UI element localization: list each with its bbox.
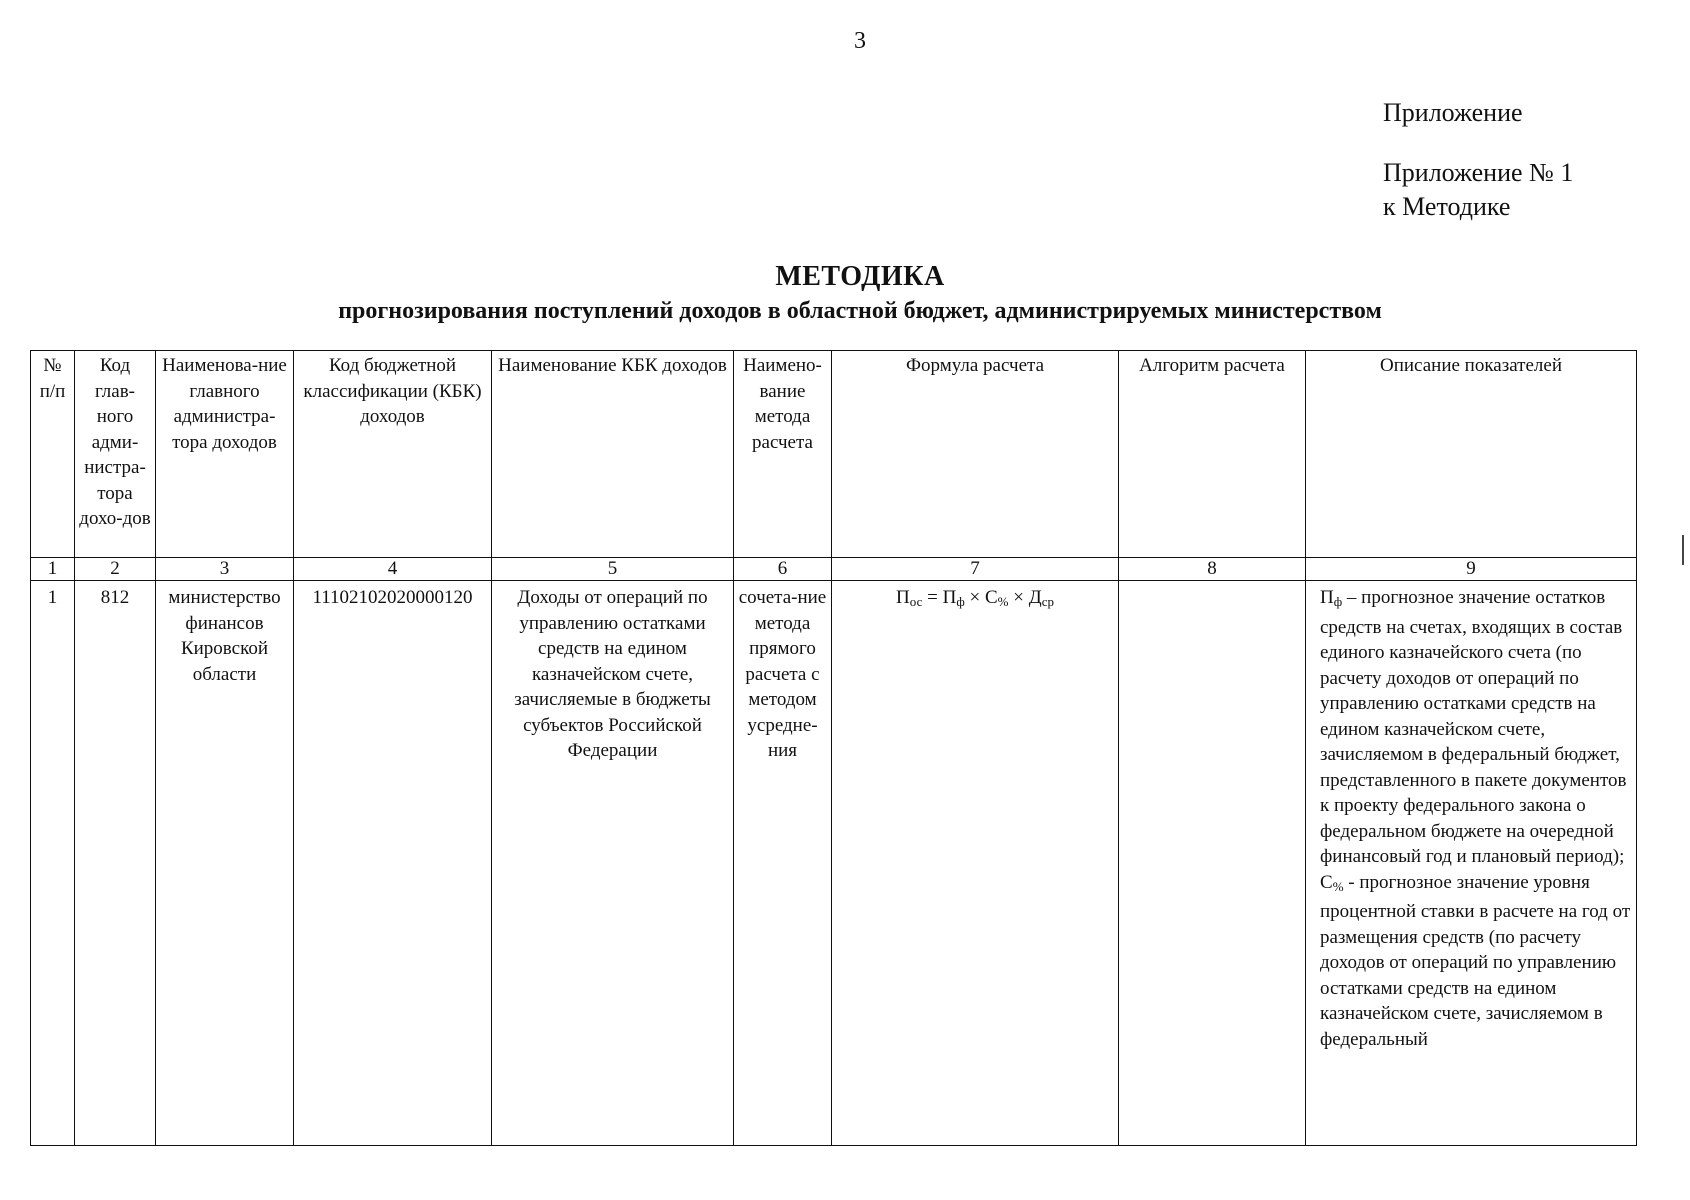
title-subtitle: прогнозирования поступлений доходов в областной бюджет, администрируемых министерством — [338, 298, 1382, 324]
header-kbk-name: Наименование КБК доходов — [492, 351, 734, 558]
row-kbk-code: 11102102020000120 — [294, 581, 492, 1146]
header-num: № п/п — [31, 351, 75, 558]
column-number: 2 — [75, 558, 156, 581]
desc-p2-symbol: С — [1320, 871, 1333, 893]
methodology-table — [30, 350, 1637, 1146]
appendix-reference: к Методике — [1383, 192, 1511, 221]
desc-p1-text: – прогнозное значение остатков средств на счетах, входящих в состав единого казначейского счета (по расчету доходов от операций по управлению остатками средств на едином казначейском счете, зачисляемом в федеральный бюджет, представленного в пакете документов к проекту федерального закона о федеральном бюджете на очередной финансовый год и плановый период); — [1320, 587, 1627, 867]
column-number: 3 — [156, 558, 294, 581]
row-kbk-name: Доходы от операций по управлению остатками средств на едином казначейском счете, зачисляемые в бюджеты субъектов Российской Федерации — [492, 581, 734, 1146]
formula-lhs-subscript: ос — [909, 594, 923, 609]
table-row — [31, 581, 1637, 1146]
page-number: 3 — [854, 28, 866, 54]
header-description: Описание показателей — [1306, 351, 1637, 558]
header-method: Наимено-вание метода расчета — [734, 351, 832, 558]
row-description — [1306, 581, 1637, 1146]
appendix-label: Приложение — [1383, 98, 1523, 127]
column-number-row — [31, 558, 1637, 581]
column-number: 5 — [492, 558, 734, 581]
column-number: 9 — [1306, 558, 1637, 581]
column-number: 1 — [31, 558, 75, 581]
row-num: 1 — [31, 581, 75, 1146]
formula-term-b: С — [984, 587, 998, 608]
scan-edge-mark — [1682, 535, 1690, 565]
formula-term-a: П — [942, 587, 957, 608]
formula-times: × — [964, 587, 985, 608]
column-number: 6 — [734, 558, 832, 581]
formula-term-c-subscript: ср — [1041, 594, 1054, 609]
header-algorithm: Алгоритм расчета — [1119, 351, 1306, 558]
row-admin-code: 812 — [75, 581, 156, 1146]
desc-p2-text: - прогнозное значение уровня процентной ставки в расчете на год от размещения средств (по расчету доходов от операций по управлению остатками средств на едином казначейском счете, зачисляемом в федеральный — [1320, 871, 1631, 1050]
formula-lhs: П — [896, 587, 910, 608]
formula-term-b-subscript: % — [997, 594, 1009, 609]
formula-expression — [896, 587, 1054, 608]
column-number: 8 — [1119, 558, 1306, 581]
formula-equals: = — [922, 587, 943, 608]
desc-p2-subscript: % — [1332, 878, 1344, 894]
table-header-row — [31, 351, 1637, 558]
formula-times: × — [1008, 587, 1029, 608]
appendix-number: Приложение № 1 — [1383, 158, 1574, 187]
formula-term-a-subscript: ф — [956, 594, 965, 609]
appendix-block — [1383, 96, 1573, 224]
column-number: 7 — [832, 558, 1119, 581]
header-admin-code: Код глав-ного адми-нистра-тора дохо-дов — [75, 351, 156, 558]
header-admin-name: Наименова-ние главного администра-тора доходов — [156, 351, 294, 558]
row-method: сочета-ние метода прямого расчета с методом усредне-ния — [734, 581, 832, 1146]
header-kbk-code: Код бюджетной классификации (КБК) доходов — [294, 351, 492, 558]
formula-term-c: Д — [1028, 587, 1042, 608]
document-title — [0, 260, 1690, 328]
title-main: МЕТОДИКА — [775, 261, 945, 292]
header-formula: Формула расчета — [832, 351, 1119, 558]
column-number: 4 — [294, 558, 492, 581]
desc-p1-subscript: ф — [1333, 594, 1343, 609]
row-admin-name: министерство финансов Кировской области — [156, 581, 294, 1146]
row-formula — [832, 581, 1119, 1146]
desc-p1-symbol: П — [1320, 587, 1334, 608]
row-algorithm — [1119, 581, 1306, 1146]
